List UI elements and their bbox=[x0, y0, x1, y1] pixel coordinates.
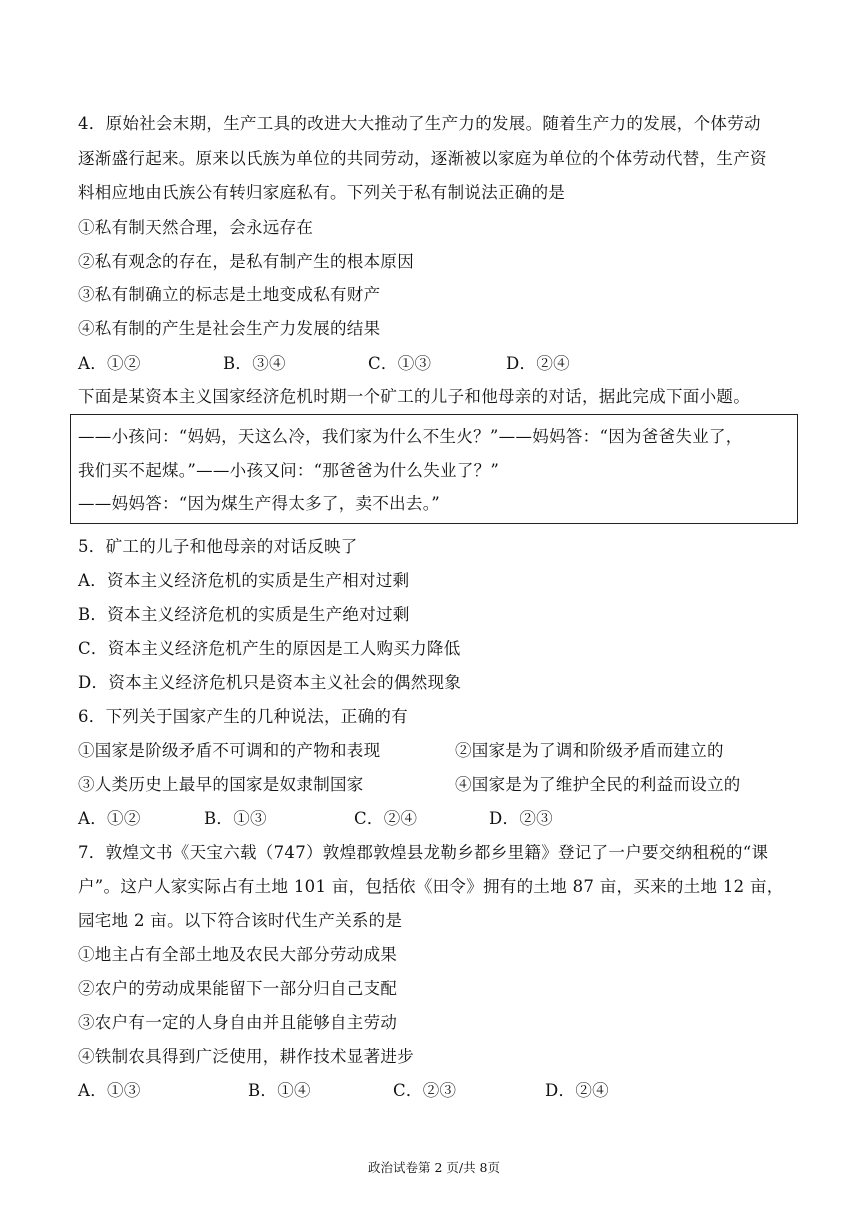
page-footer: 政治试卷第 2 页/共 8页 bbox=[367, 1160, 501, 1175]
q6-items-row-1 bbox=[78, 741, 798, 761]
q7-item-4: ④铁制农具得到广泛使用，耕作技术显著进步 bbox=[78, 1047, 414, 1066]
q4-choice-a[interactable]: A．①② bbox=[78, 354, 141, 373]
q5-option-c[interactable]: C．资本主义经济危机产生的原因是工人购买力降低 bbox=[78, 639, 461, 658]
q4-choice-c[interactable]: C．①③ bbox=[368, 354, 432, 373]
q6-item-2: ②国家是为了调和阶级矛盾而建立的 bbox=[455, 741, 724, 760]
dialogue-line-1: ——小孩问：“妈妈，天这么冷，我们家为什么不生火？”——妈妈答：“因为爸爸失业了， bbox=[78, 427, 743, 446]
q7-stem-line-3: 园宅地 2 亩。以下符合该时代生产关系的是 bbox=[78, 911, 403, 930]
q6-item-4: ④国家是为了维护全民的利益而设立的 bbox=[455, 775, 741, 794]
q6-choice-d[interactable]: D．②③ bbox=[489, 809, 553, 828]
q4-stem-line-2: 逐渐盛行起来。原来以氏族为单位的共同劳动，逐渐被以家庭为单位的个体劳动代替，生产资 bbox=[78, 149, 767, 168]
q4-item-3: ③私有制确立的标志是土地变成私有财产 bbox=[78, 285, 381, 304]
q4-choices bbox=[78, 354, 570, 374]
q6-stem: 6．下列关于国家产生的几种说法，正确的有 bbox=[78, 707, 408, 726]
dialogue-line-2: 我们买不起煤。”——小孩又问：“那爸爸为什么失业了？” bbox=[78, 461, 500, 480]
q7-choice-c[interactable]: C．②③ bbox=[393, 1081, 457, 1100]
q4-stem-line-1: 4．原始社会末期，生产工具的改进大大推动了生产力的发展。随着生产力的发展，个体劳动 bbox=[78, 114, 761, 133]
q6-item-3: ③人类历史上最早的国家是奴隶制国家 bbox=[78, 775, 364, 794]
q6-items-row-2 bbox=[78, 775, 798, 795]
q4-stem-line-3: 料相应地由氏族公有转归家庭私有。下列关于私有制说法正确的是 bbox=[78, 183, 566, 202]
dialogue-line-3: ——妈妈答：“因为煤生产得太多了，卖不出去。” bbox=[78, 494, 441, 513]
q4-choice-d[interactable]: D．②④ bbox=[506, 354, 570, 373]
q6-choice-b[interactable]: B．①③ bbox=[204, 809, 267, 828]
q4-item-2: ②私有观念的存在，是私有制产生的根本原因 bbox=[78, 252, 414, 271]
dialogue-box bbox=[70, 414, 798, 524]
q5-option-d[interactable]: D．资本主义经济危机只是资本主义社会的偶然现象 bbox=[78, 673, 462, 692]
q5-option-b[interactable]: B．资本主义经济危机的实质是生产绝对过剩 bbox=[78, 605, 410, 624]
q7-choice-b[interactable]: B．①④ bbox=[248, 1081, 311, 1100]
q4-choice-b[interactable]: B．③④ bbox=[223, 354, 286, 373]
q7-item-1: ①地主占有全部土地及农民大部分劳动成果 bbox=[78, 945, 398, 964]
q6-item-1: ①国家是阶级矛盾不可调和的产物和表现 bbox=[78, 741, 381, 760]
q7-item-3: ③农户有一定的人身自由并且能够自主劳动 bbox=[78, 1013, 398, 1032]
material-intro: 下面是某资本主义国家经济危机时期一个矿工的儿子和他母亲的对话，据此完成下面小题。 bbox=[78, 387, 750, 406]
q6-choices bbox=[78, 809, 553, 829]
q4-item-1: ①私有制天然合理，会永远存在 bbox=[78, 218, 314, 237]
q6-choice-a[interactable]: A．①② bbox=[78, 809, 141, 828]
q5-option-a[interactable]: A．资本主义经济危机的实质是生产相对过剩 bbox=[78, 571, 410, 590]
q7-choice-a[interactable]: A．①③ bbox=[78, 1081, 141, 1100]
q4-item-4: ④私有制的产生是社会生产力发展的结果 bbox=[78, 319, 381, 338]
q5-stem: 5．矿工的儿子和他母亲的对话反映了 bbox=[78, 537, 358, 556]
q7-stem-line-1: 7．敦煌文书《天宝六载（747）敦煌郡敦煌县龙勒乡都乡里籍》登记了一户要交纳租税的“课 bbox=[78, 843, 769, 862]
q7-stem-line-2: 户”。这户人家实际占有土地 101 亩，包括依《田令》拥有的土地 87 亩，买来的土地 12 亩， bbox=[78, 877, 784, 896]
q7-choice-d[interactable]: D．②④ bbox=[545, 1081, 609, 1100]
q7-item-2: ②农户的劳动成果能留下一部分归自己支配 bbox=[78, 979, 398, 998]
q6-choice-c[interactable]: C．②④ bbox=[354, 809, 418, 828]
q7-choices bbox=[78, 1081, 609, 1101]
